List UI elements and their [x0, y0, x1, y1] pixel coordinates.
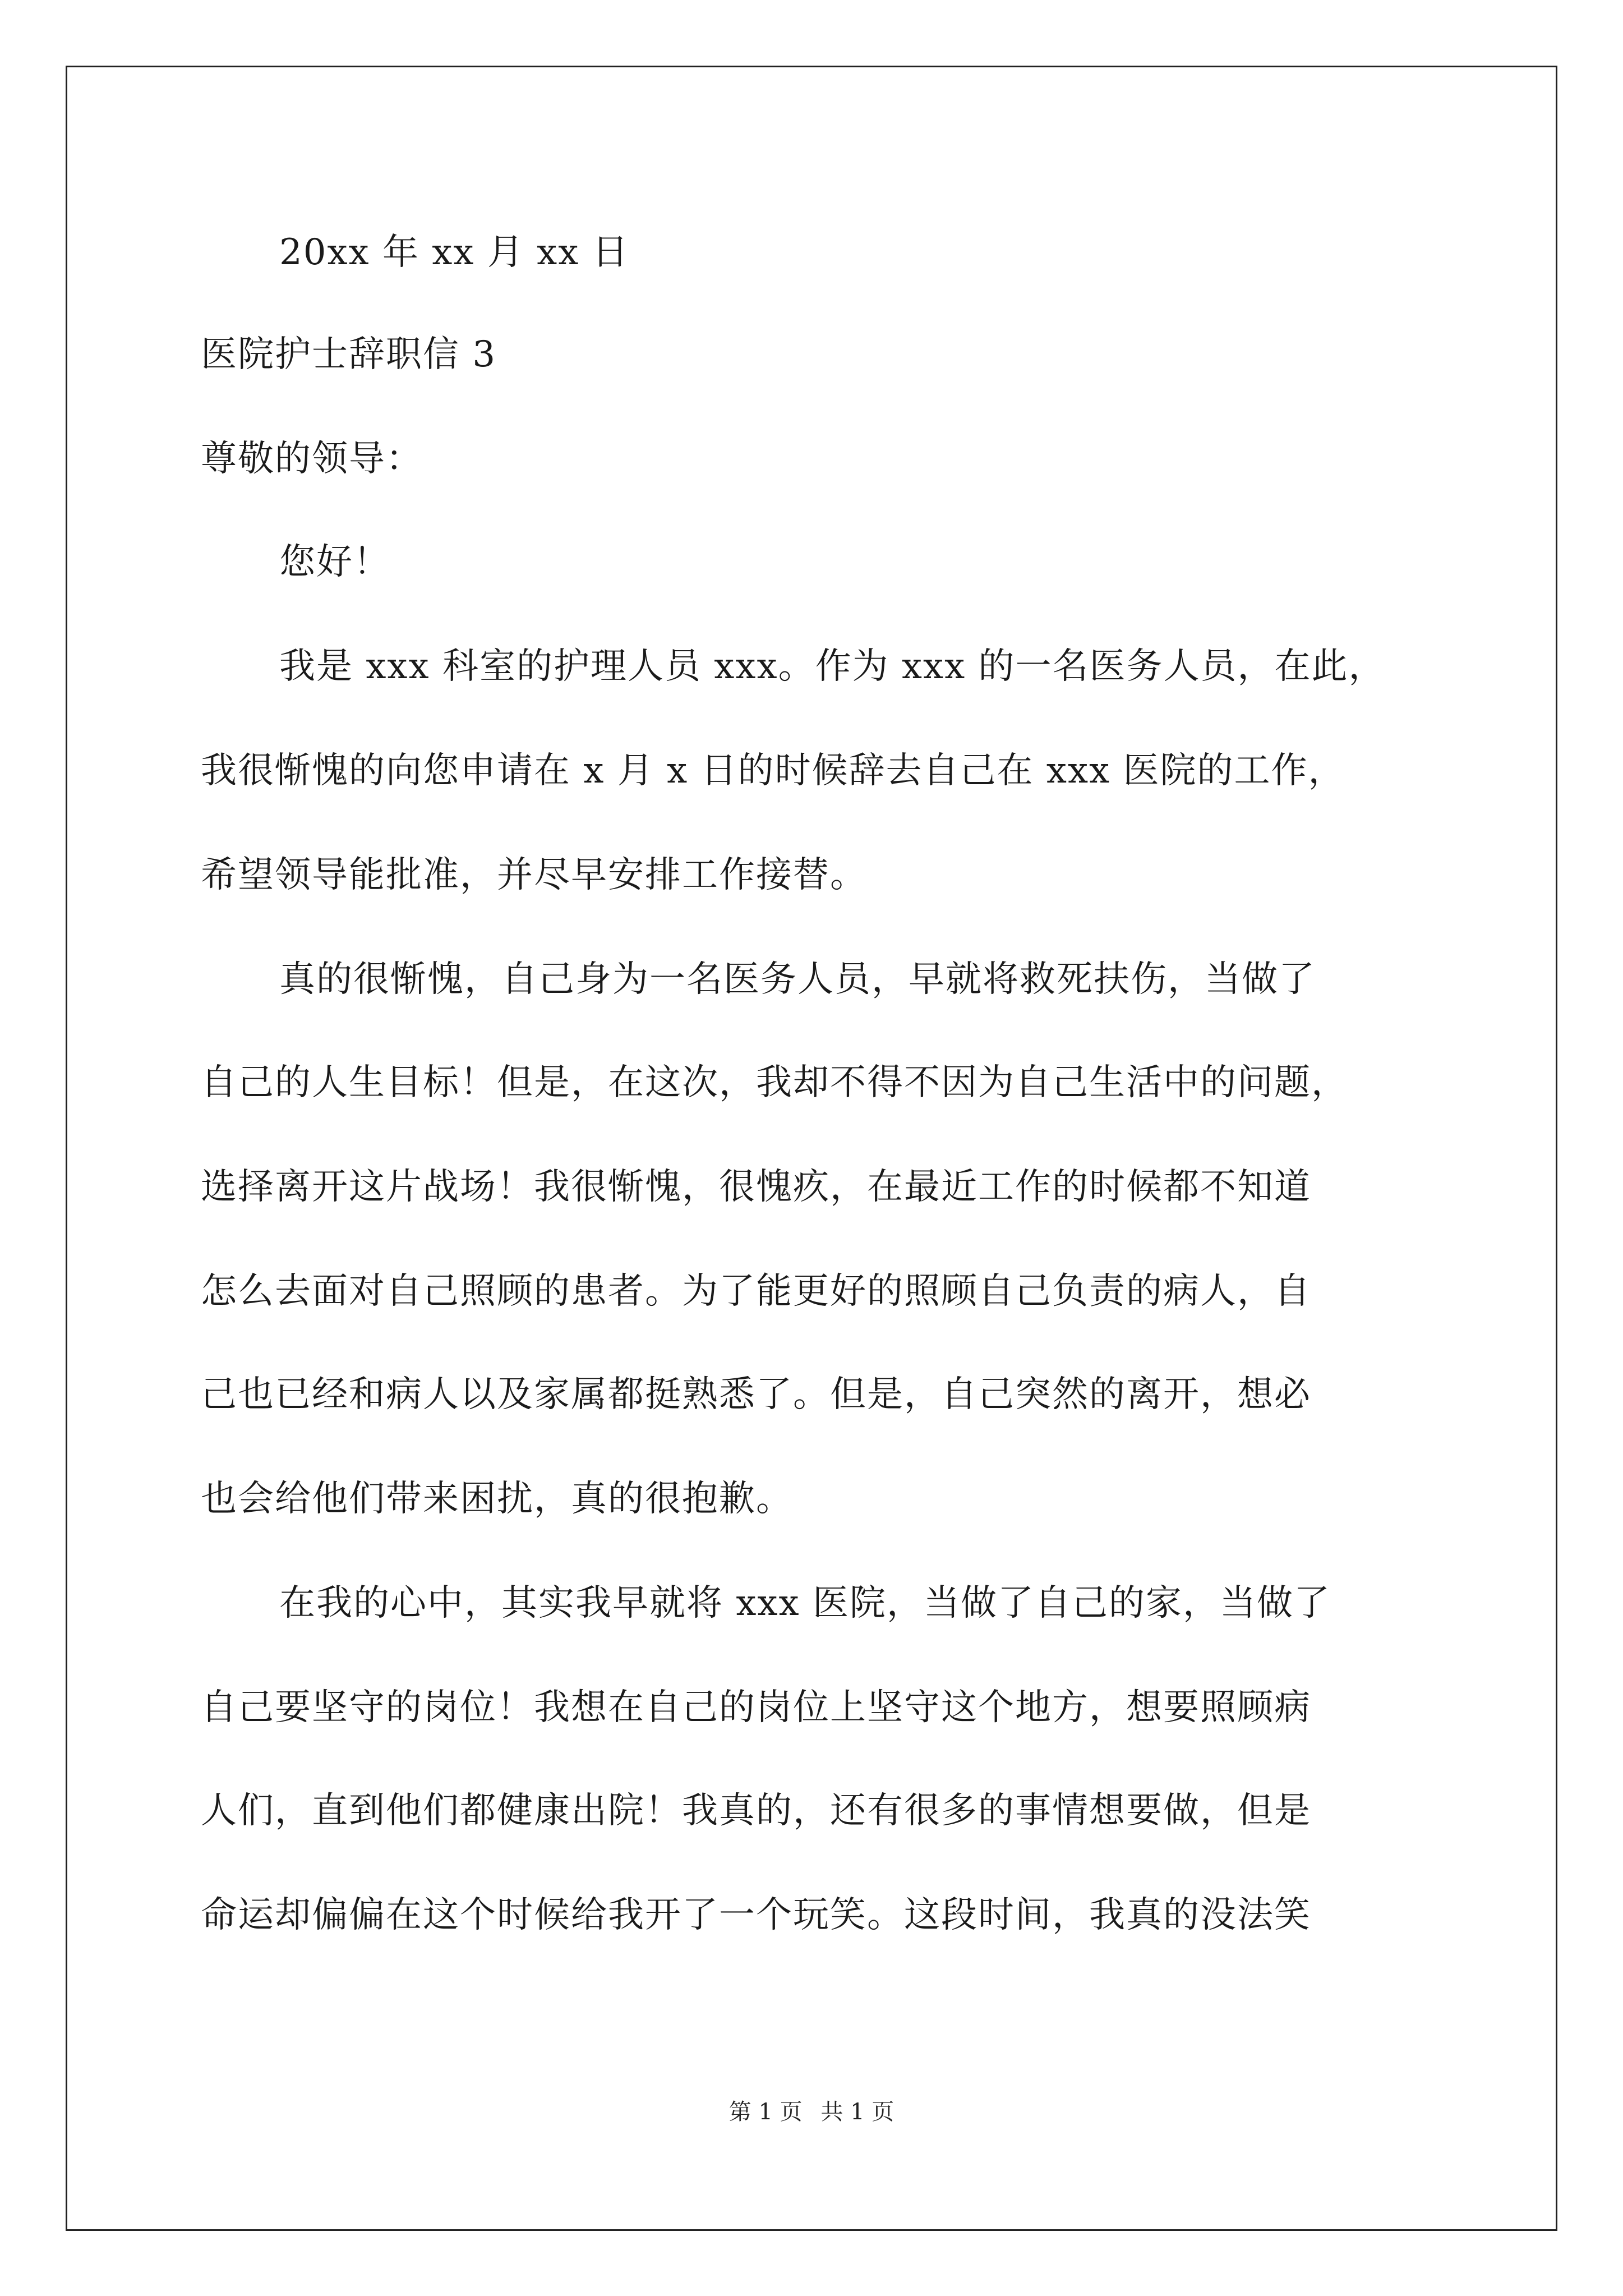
body-line: 人们，直到他们都健康出院！我真的，还有很多的事情想要做，但是 [201, 1790, 1311, 1832]
body-line: 自己要坚守的岗位！我想在自己的岗位上坚守这个地方，想要照顾病 [201, 1687, 1311, 1728]
body-line: 真的很惭愧，自己身为一名医务人员，早就将救死扶伤，当做了 [279, 959, 1316, 1000]
body-line: 命运却偏偏在这个时候给我开了一个玩笑。这段时间，我真的没法笑 [201, 1894, 1311, 1936]
body-line: 己也已经和病人以及家属都挺熟悉了。但是，自己突然的离开，想必 [201, 1374, 1311, 1415]
body-line: 自己的人生目标！但是，在这次，我却不得不因为自己生活中的问题， [201, 1062, 1348, 1103]
greeting: 您好！ [279, 541, 390, 583]
body-line: 选择离开这片战场！我很惭愧，很愧疚，在最近工作的时候都不知道 [201, 1166, 1311, 1208]
letter-title: 医院护士辞职信 3 [201, 334, 497, 375]
date-line: 20xx 年 xx 月 xx 日 [279, 232, 629, 273]
body-line: 希望领导能批准，并尽早安排工作接替。 [201, 854, 867, 896]
body-line: 怎么去面对自己照顾的患者。为了能更好的照顾自己负责的病人，自 [201, 1271, 1311, 1312]
page-total: 共 1 页 [820, 2099, 895, 2125]
page-number: 第 1 页 [728, 2099, 803, 2125]
salutation: 尊敬的领导： [201, 438, 423, 480]
page-footer [0, 2098, 1623, 2126]
body-line: 也会给他们带来困扰，真的很抱歉。 [201, 1478, 793, 1520]
body-line: 在我的心中，其实我早就将 xxx 医院，当做了自己的家，当做了 [279, 1582, 1331, 1624]
body-line: 我是 xxx 科室的护理人员 xxx。作为 xxx 的一名医务人员，在此， [279, 646, 1386, 687]
body-line: 我很惭愧的向您申请在 x 月 x 日的时候辞去自己在 xxx 医院的工作， [201, 750, 1345, 792]
